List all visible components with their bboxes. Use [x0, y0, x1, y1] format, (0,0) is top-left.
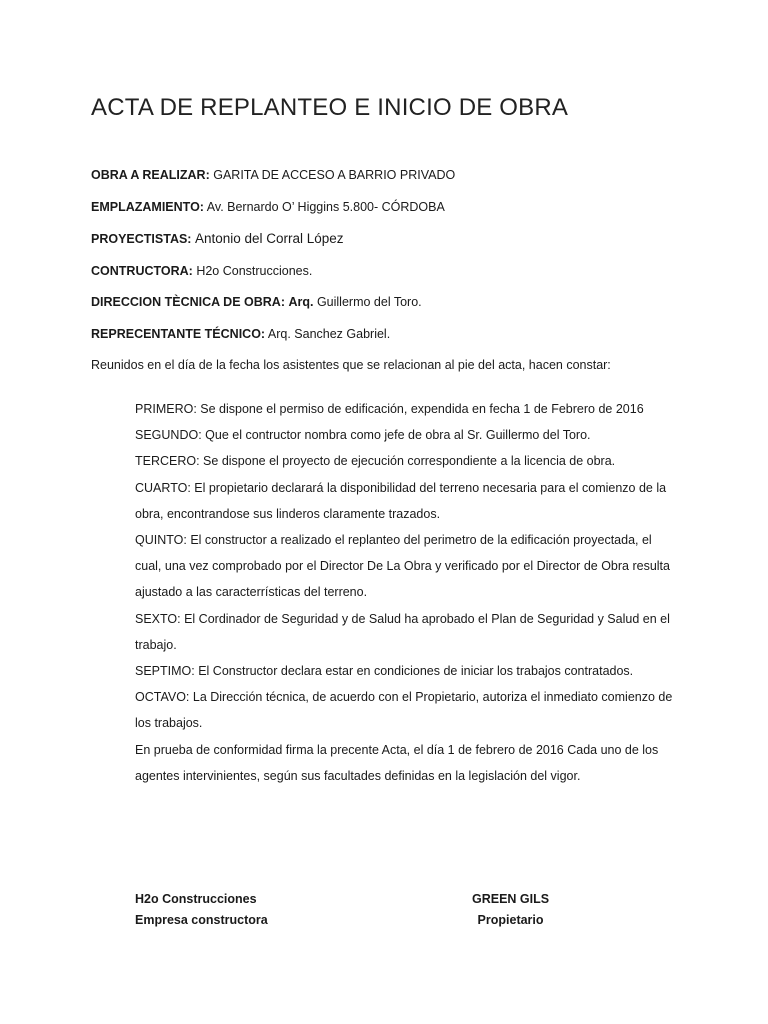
field-label: PROYECTISTAS: — [91, 232, 192, 246]
signature-name: GREEN GILS — [472, 892, 550, 906]
clause-cuarto: CUARTO: El propietario declarará la disponibilidad del terreno necesaria para el comienzo de la obra, encontrandose sus linderos claramente trazados. — [135, 480, 667, 521]
signature-block-propietario — [472, 889, 549, 931]
field-value: Av. Bernardo O’ Higgins 5.800- CÓRDOBA — [206, 200, 445, 214]
field-value: H2o Construcciones. — [196, 264, 313, 278]
clause-quinto: QUINTO: El constructor a realizado el replanteo del perimetro de la edificación proyectada, el cual, una vez comprobado por el Director De La Obra y verificado por el Director de Obra resulta ajustado a las caracterrísticas del terreno. — [135, 533, 670, 600]
field-emplazamiento — [91, 200, 445, 214]
signature-block-constructora — [135, 889, 268, 931]
field-reprecentante-tecnico — [91, 327, 390, 341]
signature-role: Propietario — [477, 913, 544, 927]
field-label: OBRA A REALIZAR: — [91, 168, 210, 182]
signature-name: H2o Construcciones — [135, 892, 257, 906]
clauses-list — [135, 396, 680, 789]
intro-paragraph: Reunidos en el día de la fecha los asistentes que se relacionan al pie del acta, hacen constar: — [91, 358, 611, 372]
clause-segundo: SEGUNDO: Que el contructor nombra como jefe de obra al Sr. Guillermo del Toro. — [135, 428, 591, 443]
field-value: Arq. Sanchez Gabriel. — [267, 327, 391, 341]
field-direccion-tecnica — [91, 295, 422, 309]
field-proyectistas — [91, 231, 344, 246]
document-title: ACTA DE REPLANTEO E INICIO DE OBRA — [91, 94, 569, 121]
clause-conformidad: En prueba de conformidad firma la precente Acta, el día 1 de febrero de 2016 Cada uno de los agentes intervinientes, según sus facultades definidas en la legislación del vigor. — [135, 742, 659, 783]
field-value: GARITA DE ACCESO A BARRIO PRIVADO — [213, 168, 456, 182]
clause-septimo: SEPTIMO: El Constructor declara estar en condiciones de iniciar los trabajos contratados. — [135, 664, 634, 679]
field-label: EMPLAZAMIENTO: — [91, 200, 204, 214]
field-contructora — [91, 264, 312, 278]
field-label: CONTRUCTORA: — [91, 264, 193, 278]
field-value: Antonio del Corral López — [194, 231, 344, 246]
clause-sexto: SEXTO: El Cordinador de Seguridad y de Salud ha aprobado el Plan de Seguridad y Salud en el trabajo. — [135, 611, 670, 652]
field-value: Guillermo del Toro. — [316, 295, 422, 309]
field-value-prefix: Arq. — [288, 295, 314, 309]
field-label: REPRECENTANTE TÉCNICO: — [91, 327, 266, 341]
signature-role: Empresa constructora — [135, 913, 268, 927]
field-obra-a-realizar — [91, 168, 455, 182]
field-label: DIRECCION TÈCNICA DE OBRA: — [91, 295, 285, 309]
clause-primero: PRIMERO: Se dispone el permiso de edificación, expendida en fecha 1 de Febrero de 2016 — [135, 402, 644, 416]
clause-tercero: TERCERO: Se dispone el proyecto de ejecución correspondiente a la licencia de obra. — [135, 454, 616, 469]
clause-octavo: OCTAVO: La Dirección técnica, de acuerdo con el Propietario, autoriza el inmediato comienzo de los trabajos. — [135, 690, 673, 731]
